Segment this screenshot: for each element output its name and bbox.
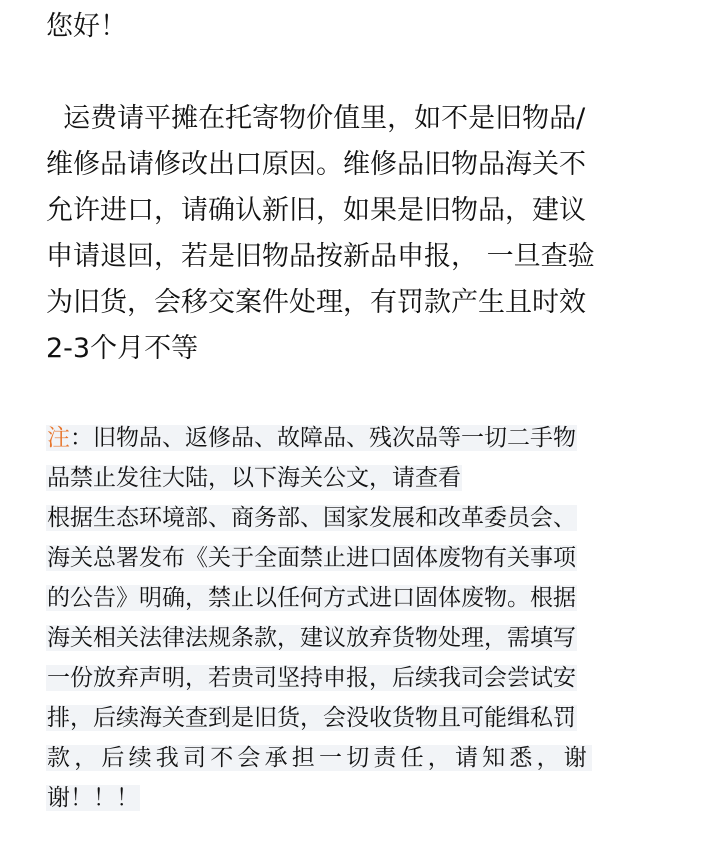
note-block	[46, 418, 686, 818]
note-line	[46, 618, 686, 658]
note-line-text: 排，后续海关查到是旧货，会没收货物且可能缉私罚	[47, 705, 576, 731]
note-line	[46, 578, 686, 618]
note-line	[46, 778, 686, 818]
note-line-text: 谢！！！	[47, 785, 139, 811]
note-line	[46, 698, 686, 738]
greeting-text: 您好！	[46, 11, 127, 42]
note-line-highlight	[46, 425, 577, 451]
paragraph-line: 为旧货，会移交案件处理，有罚款产生且时效	[46, 287, 586, 318]
note-prefix: 注	[47, 425, 70, 451]
note-line	[46, 458, 686, 498]
note-line	[46, 738, 686, 778]
note-line-text: 款，后续我司不会承担一切责任，请知悉，谢	[47, 745, 591, 771]
paragraph-line: 2-3个月不等	[46, 333, 199, 364]
note-line	[46, 418, 686, 458]
paragraph-line: 运费请平摊在托寄物价值里，如不是旧物品/	[46, 103, 586, 134]
note-line-text: 海关相关法律法规条款，建议放弃货物处理，需填写	[47, 625, 576, 651]
note-line-text: 品禁止发往大陆，以下海关公文，请查看	[47, 465, 461, 491]
paragraph-line: 申请退回，若是旧物品按新品申报， 一旦查验	[46, 241, 595, 272]
note-line-text: ：旧物品、返修品、故障品、残次品等一切二手物	[70, 425, 576, 451]
paragraph-line: 允许进口，请确认新旧，如果是旧物品，建议	[46, 195, 586, 226]
note-line-text: 一份放弃声明，若贵司坚持申报，后续我司会尝试安	[47, 665, 576, 691]
note-line	[46, 498, 686, 538]
note-line-text: 的公告》明确，禁止以任何方式进口固体废物。根据	[47, 585, 576, 611]
note-line	[46, 538, 686, 578]
paragraph-line: 维修品请修改出口原因。维修品旧物品海关不	[46, 149, 586, 180]
note-line	[46, 658, 686, 698]
main-paragraph	[46, 96, 686, 372]
note-line-text: 根据生态环境部、商务部、国家发展和改革委员会、	[47, 505, 576, 531]
note-line-text: 海关总署发布《关于全面禁止进口固体废物有关事项	[47, 545, 576, 571]
